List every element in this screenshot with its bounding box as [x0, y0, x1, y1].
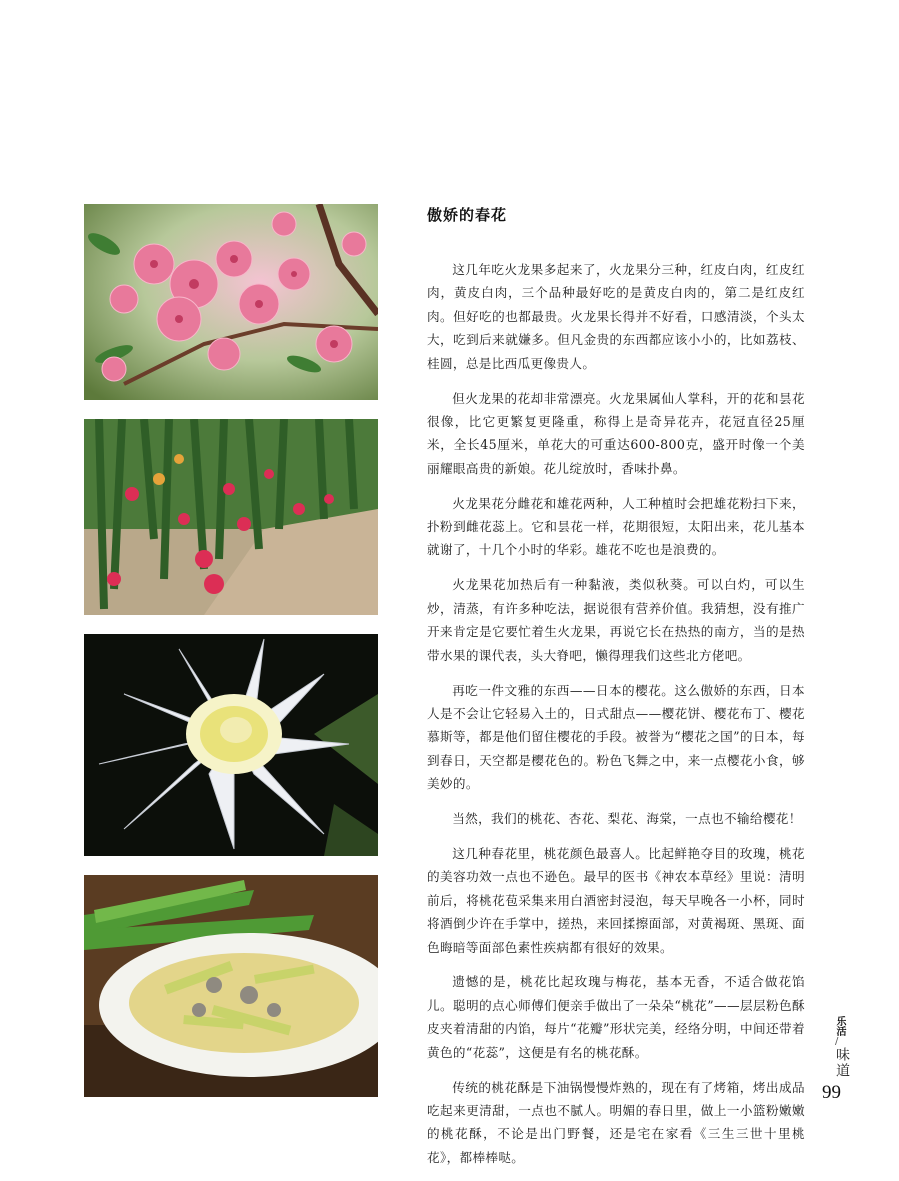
paragraph: 火龙果花分雌花和雄花两种，人工种植时会把雄花粉扫下来，扑粉到雌花蕊上。它和昙花一样，花期很短，太阳出来，花儿基本就谢了，十几个小时的华彩。雄花不吃也是浪费的。	[427, 495, 805, 558]
peach-blossom-photo	[84, 204, 378, 400]
article-title: 傲娇的春花	[427, 206, 508, 224]
brand-label: 乐活	[834, 1016, 845, 1036]
dragon-fruit-flowers-photo	[84, 419, 378, 615]
white-dragon-fruit-flower-photo	[84, 634, 378, 856]
paragraph: 再吃一件文雅的东西——日本的樱花。这么傲娇的东西，日本人是不会让它轻易入土的，日式甜点——樱花饼、樱花布丁、樱花慕斯等，都是他们留住樱花的手段。被誉为“樱花之国”的日本，每到春日，天空都是樱花色的。粉色飞舞之中，来一点樱花小食，够美妙的。	[427, 682, 805, 792]
paragraph: 火龙果花加热后有一种黏液，类似秋葵。可以白灼，可以生炒，清蒸，有许多种吃法，据说很有营养价值。我猜想，没有推广开来肯定是它要忙着生火龙果，再说它长在热热的南方，当的是热带水果的课代表，头大脊吧，懒得理我们这些北方佬吧。	[427, 577, 805, 663]
article-body	[427, 258, 805, 1181]
paragraph: 但火龙果的花却非常漂亮。火龙果属仙人掌科，开的花和昙花很像，比它更繁复更隆重，称得上是奇异花卉，花冠直径25厘米，全长45厘米，单花大的可重达600-800克，盛开时像一个美丽耀眼高贵的新娘。花儿绽放时，香味扑鼻。	[427, 390, 805, 476]
paragraph: 遗憾的是，桃花比起玫瑰与梅花，基本无香，不适合做花馅儿。聪明的点心师傅们便亲手做出了一朵朵“桃花”——层层粉色酥皮夹着清甜的内馅，每片“花瓣”形状完美，经络分明，中间还带着黄色的“花蕊”，这便是有名的桃花酥。	[427, 974, 805, 1060]
paragraph: 当然，我们的桃花、杏花、梨花、海棠，一点也不输给樱花！	[452, 811, 802, 827]
section-label: 味道	[834, 1047, 850, 1079]
paragraph: 这几年吃火龙果多起来了，火龙果分三种，红皮白肉，红皮红肉，黄皮白肉，三个品种最好吃的是黄皮白肉的，第二是红皮红肉。但好吃的也都最贵。火龙果长得并不好看，口感清淡，个头太大，吃到后来就嫌多。但凡金贵的东西都应该小小的，比如荔枝、桂圆，总是比西瓜更像贵人。	[427, 262, 805, 371]
separator: /	[835, 1036, 839, 1047]
page-number: 99	[822, 1082, 841, 1103]
paragraph: 传统的桃花酥是下油锅慢慢炸熟的，现在有了烤箱，烤出成品吃起来更清甜，一点也不腻人。明媚的春日里，做上一小篮粉嫩嫩的桃花酥，不论是出门野餐，还是宅在家看《三生三世十里桃花》，都棒棒哒。	[427, 1079, 805, 1165]
section-marker	[829, 1016, 853, 1079]
stir-fried-flower-dish-photo	[84, 875, 378, 1097]
paragraph: 这几种春花里，桃花颜色最喜人。比起鲜艳夺目的玫瑰，桃花的美容功效一点也不逊色。最早的医书《神农本草经》里说：清明前后，将桃花苞采集来用白酒密封浸泡，每天早晚各一小杯，同时将酒倒少许在手掌中，搓热，来回揉擦面部，对黄褐斑、黑斑、面色晦暗等面部色素性疾病都有很好的效果。	[427, 845, 805, 955]
